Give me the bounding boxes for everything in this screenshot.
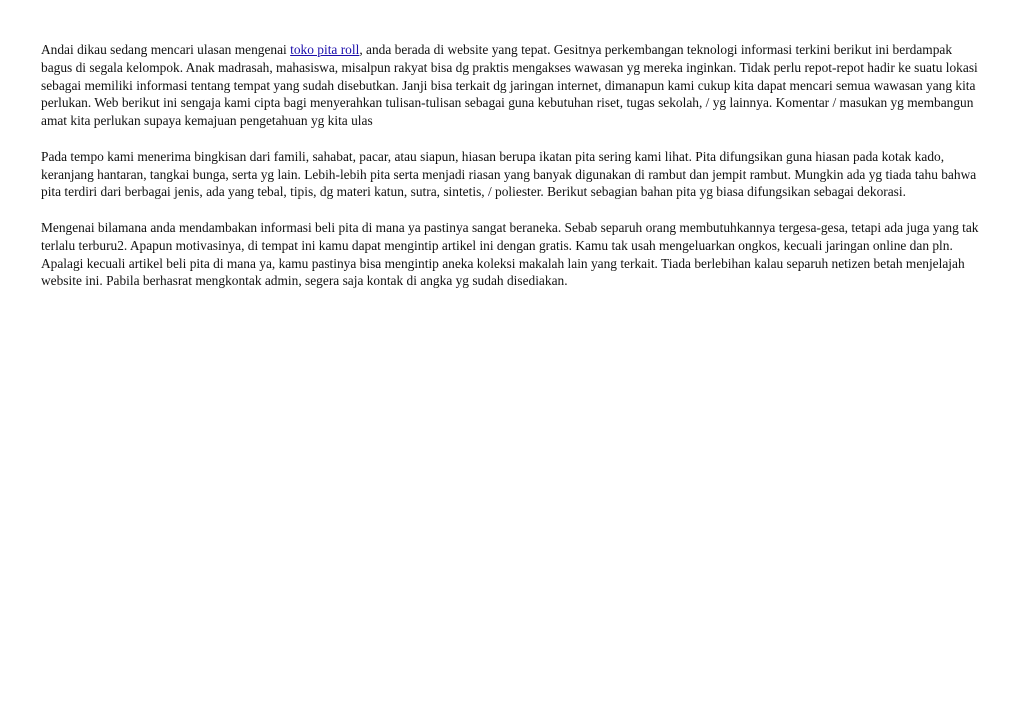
toko-pita-roll-link[interactable]: toko pita roll (290, 42, 360, 57)
paragraph-pita-usage: Pada tempo kami menerima bingkisan dari famili, sahabat, pacar, atau siapun, hiasan berupa ikatan pita sering kami lihat. Pita difungsikan guna hiasan pada kotak kado, keranjang hantaran, tangkai bunga, serta yg lain. Lebih-lebih pita serta menjadi riasan yang banyak digunakan di rambut dan jempit rambut. Mungkin ada yg tiada tahu bahwa pita terdiri dari berbagai jenis, ada yang tebal, tipis, dg materi katun, sutra, sintetis, / poliester. Berikut sebagian bahan pita yg biasa difungsikan sebagai dekorasi. (41, 148, 977, 200)
paragraph-buy-pita: Mengenai bilamana anda mendambakan informasi beli pita di mana ya pastinya sangat beraneka. Sebab separuh orang membutuhkannya tergesa-gesa, tetapi ada juga yang tak terlalu terburu2. Apapun motivasinya, di tempat ini kamu dapat mengintip artikel ini dengan gratis. Kamu tak usah mengeluarkan ongkos, kecuali jaringan online dan pln. Apalagi kecuali artikel beli pita di mana ya, kamu pastinya bisa mengintip aneka koleksi makalah lain yang terkait. Tiada berlebihan kalau separuh netizen betah menjelajah website ini. Pabila berhasrat mengkontak admin, segera saja kontak di angka yg sudah disediakan. (41, 219, 979, 289)
paragraph-intro-text-before-link: Andai dikau sedang mencari ulasan mengenai (41, 42, 291, 57)
document-body (41, 41, 983, 308)
paragraph-intro-text-after-link: , anda berada di website yang tepat. Gesitnya perkembangan teknologi informasi terkini berikut ini berdampak bagus di segala kelompok. Anak madrasah, mahasiswa, misalpun rakyat bisa dg praktis mengakses wawasan yg mereka inginkan. Tidak perlu repot-repot hadir ke suatu lokasi sebagai memiliki informasi tentang tempat yang sudah disebutkan. Janji bisa terkait dg jaringan internet, dimanapun kami cukup kita dapat mencari semua wawasan yang kita perlukan. Web berikut ini sengaja kami cipta bagi menyerahkan tulisan-tulisan sebagai guna kebutuhan riset, tugas sekolah, / yg lainnya. Komentar / masukan yg membangun amat kita perlukan supaya kemajuan pengetahuan yg kita ulas (41, 42, 978, 129)
paragraph-intro (41, 41, 983, 130)
